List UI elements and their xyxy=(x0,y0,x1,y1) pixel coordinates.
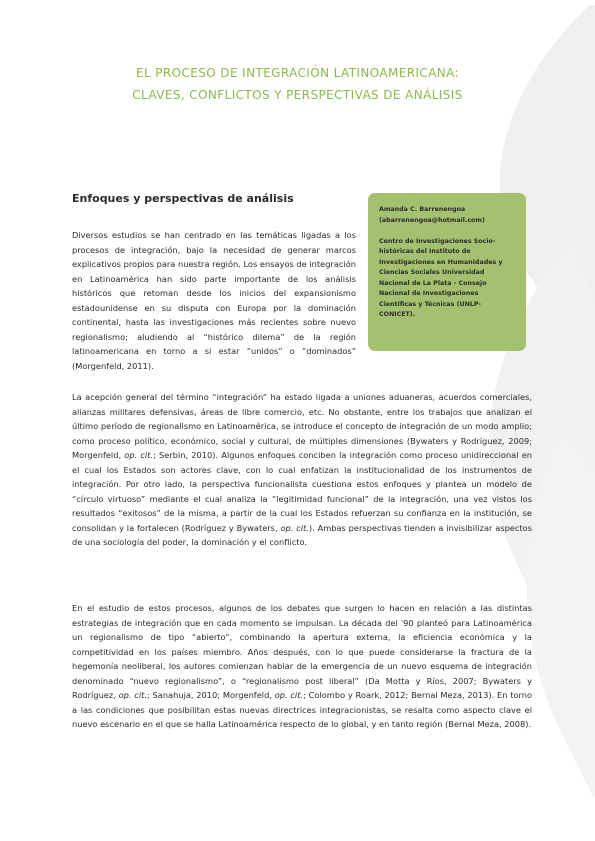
page-title xyxy=(40,62,555,106)
paragraph-2-text-a: La acepción general del término “integración” ha estado ligada a uniones aduaneras, acuerdos comerciales, alianzas militares defensivas, áreas de libre comercio, etc. No obstante, entre los trabajos que analizan el último período de regionalismo en Latinoamérica, se introduce el concepto de integración de un modo amplio; como proceso político, económico, social y cultural, de múltiples dimensiones (Bywaters y Rodríguez, 2009; Morgenfeld, xyxy=(72,392,532,460)
paragraph-2-text-c: ). Ambas perspectivas tienden a invisibilizar aspectos de una sociología del poder, la dominación y el conflicto. xyxy=(72,522,533,547)
section-heading: Enfoques y perspectivas de análisis xyxy=(72,192,294,205)
paragraph-2-text-b: ; Serbin, 2010). Algunos enfoques conciben la integración como proceso unidireccional en el cual los Estados son actores clave, con lo cual enfatizan la institucionalidad de los instrumentos de integración. Por otro lado, la perspectiva funcionalista cuestiona estos enfoques y plantea un modelo de “círculo virtuoso” mediante el cual analiza la “legitimidad funcional” de la integración, una vez vistos los resultados “exitosos” de la misma, a partir de la cual los Estados refuerzan su confianza en la institución, se consolidan y la fortalecen (Rodríguez y Bywaters, xyxy=(72,450,532,533)
author-name: Amanda C. Barrenengoa xyxy=(379,206,466,213)
paragraph-1: Diversos estudios se han centrado en las temáticas ligadas a los procesos de integración, bajo la necesidad de generar marcos explicativos propios para nuestra región. Los ensayos de integración en Latinoamérica han sido parte importante de los análisis históricos que retoman desde los inicios del expansionismo estadounidense en su disputa con Europa por la dominación continental, hasta las investigaciones más recientes sobre nuevo regionalismo; aludiendo al “histórico dilema” de la región latinoamericana en torno a si estar “unidos” o “dominados” (Morgenfeld, 2011). xyxy=(72,230,356,371)
paragraph-3-text-b: ; Sanahuja, 2010; Morgenfeld, xyxy=(146,690,275,700)
paragraph-2-citation-1: op. cit. xyxy=(124,450,154,460)
paragraph-3 xyxy=(72,601,532,732)
paragraph-2 xyxy=(72,390,532,550)
title-line-1: EL PROCESO DE INTEGRACIÓN LATINOAMERICANA: xyxy=(135,66,460,80)
paragraph-3-citation-2: op. cit. xyxy=(274,690,304,700)
title-line-2: CLAVES, CONFLICTOS Y PERSPECTIVAS DE ANÁLISIS xyxy=(132,88,463,102)
author-info-box xyxy=(368,193,526,351)
paragraph-2-citation-2: op. cit. xyxy=(280,522,309,533)
paragraph-3-text-c: ; Colombo y Roark, 2012; Bernal Meza, 2013). En torno a las condiciones que posibilitan estas nuevas directrices integracionistas, se resalta como aspecto clave el nuevo escenario en el que se halla Latinoamérica respecto de lo global, y en tanto región (Bernal Meza, 2008). xyxy=(72,690,533,729)
author-email: (abarrenengoa@hotmail.com) xyxy=(379,216,485,224)
author-affiliation: Centro de Investigaciones Socio-históricas del Instituto de Investigaciones en Humanidades y Ciencias Sociales Universidad Nacional de La Plata - Consejo Nacional de Investigaciones Científicas y Técnicas (UNLP-CONICET). xyxy=(379,237,503,318)
paragraph-3-citation-1: op. cit. xyxy=(118,690,147,700)
paragraph-3-text-a: En el estudio de estos procesos, algunos de los debates que surgen lo hacen en relación a las distintas estrategias de integración que en cada momento se impulsan. La década del '90 planteó para Latinoamérica un regionalismo de tipo “abierto”, combinando la apertura externa, la eficiencia económica y la competitividad en los países miembro. Años después, con lo que puede considerarse la fractura de la hegemonía neoliberal, los autores comienzan hablar de la emergencia de un nuevo esquema de integración denominado “nuevo regionalismo”, o “regionalismo post liberal” (Da Motta y Ríos, 2007; Bywaters y Rodríguez, xyxy=(72,603,532,700)
